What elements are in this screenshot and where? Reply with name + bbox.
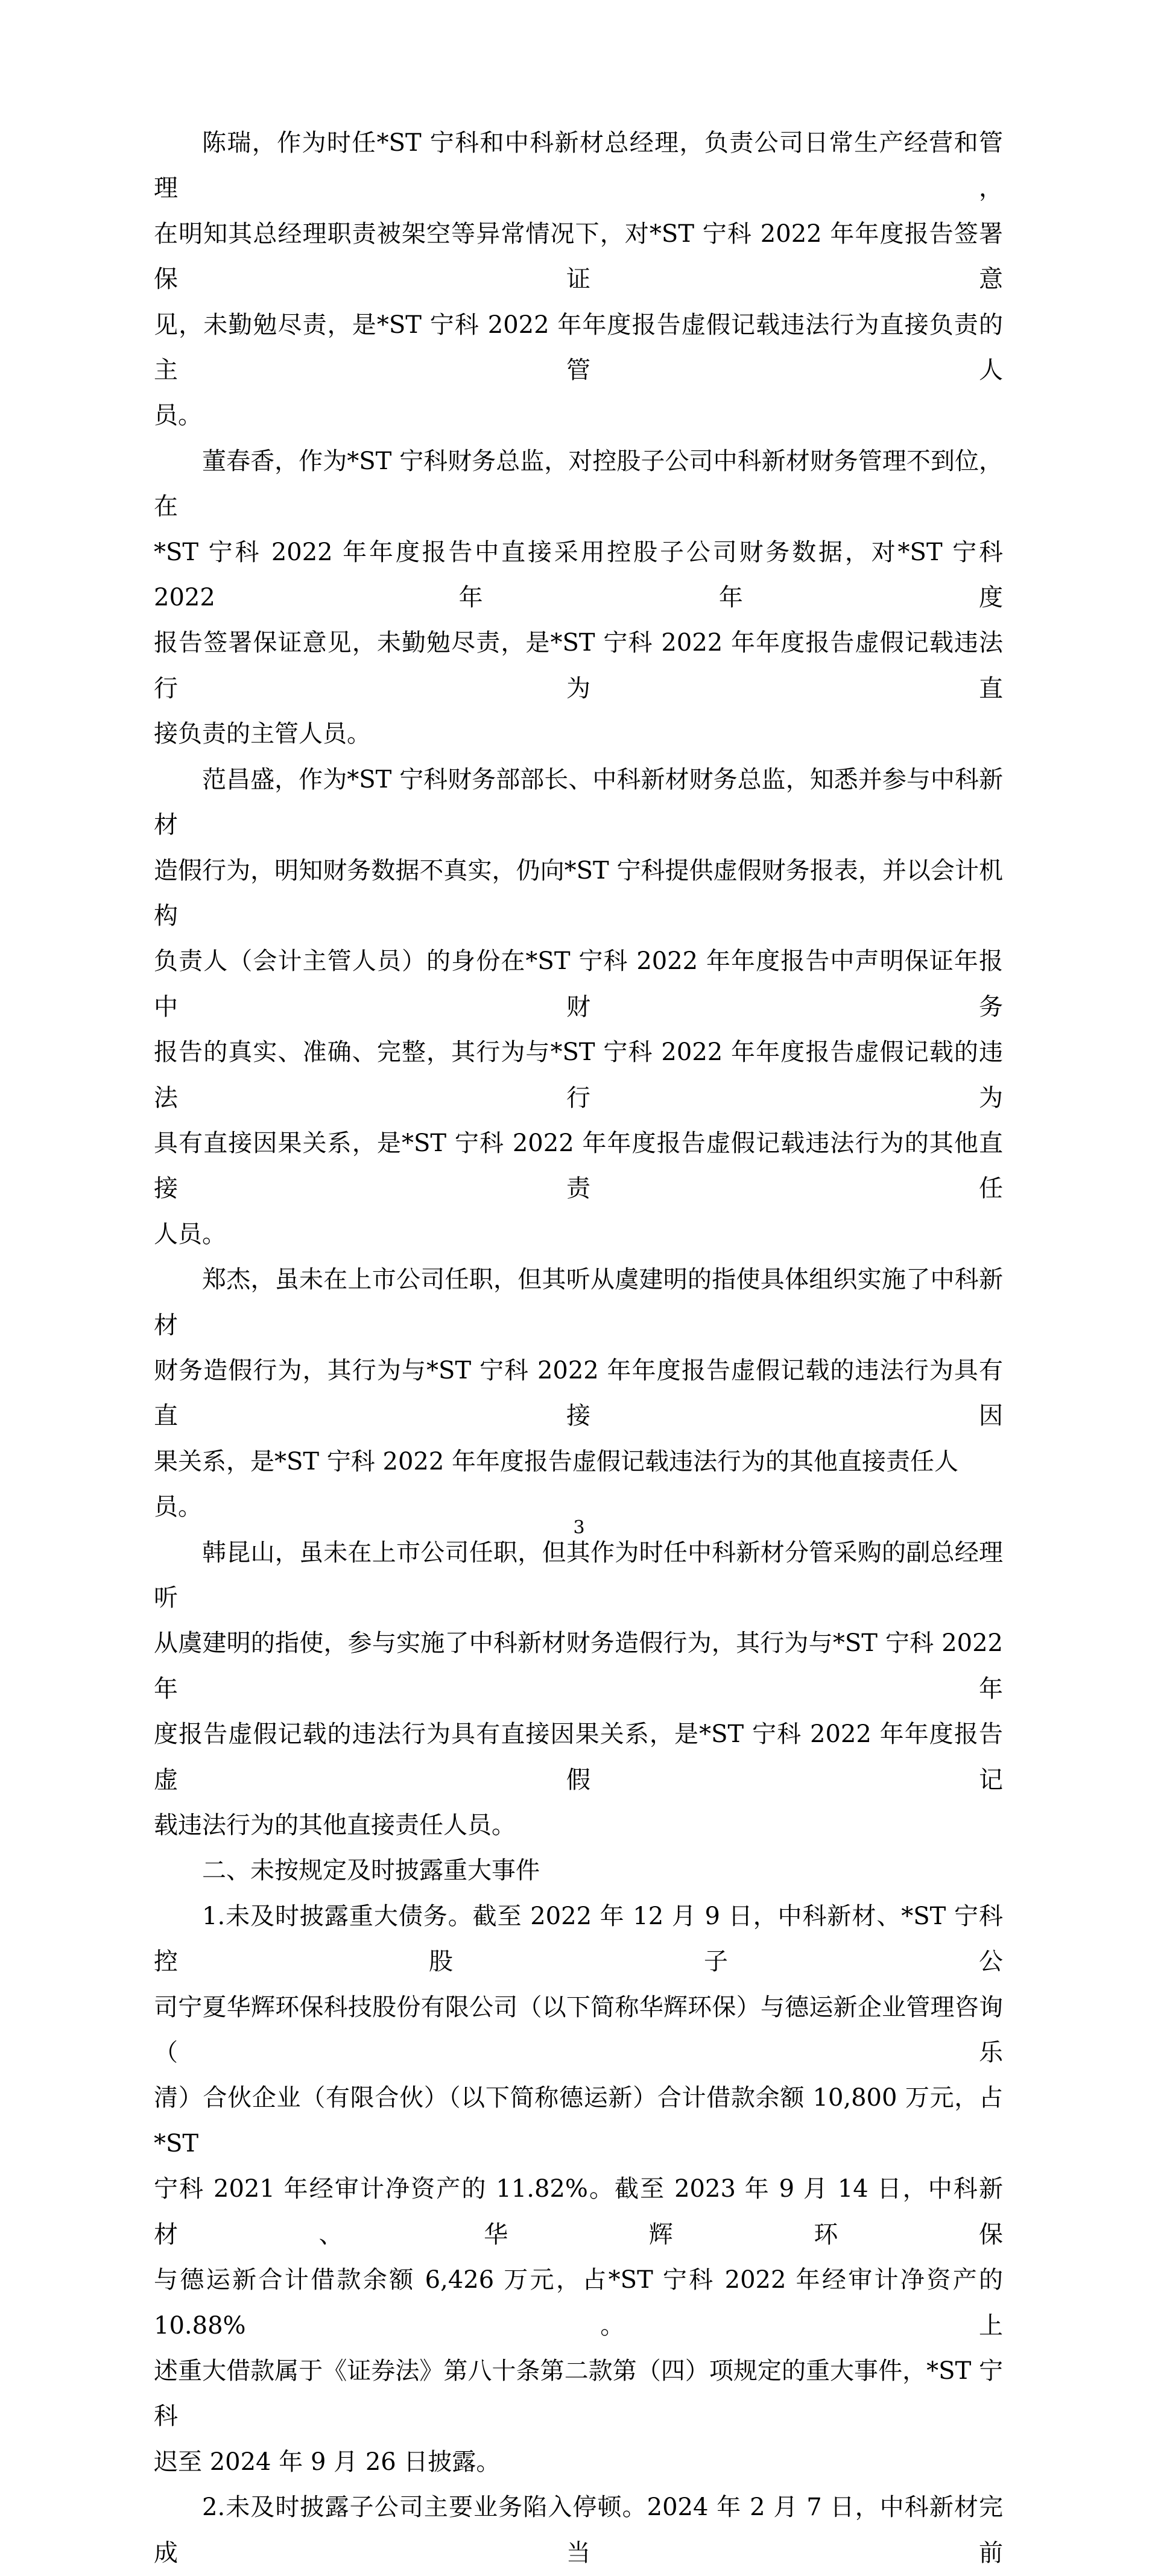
text-line: 宁科 2021 年经审计净资产的 11.82%。截至 2023 年 9 月 14 日，中科新材、华辉环保: [154, 2175, 1003, 2249]
text-line: 1.未及时披露重大债务。截至 2022 年 12 月 9 日，中科新材、*ST 宁科控股子公: [154, 1902, 1003, 1976]
text-line: *ST 宁科 2022 年年度报告中直接采用控股子公司财务数据，对*ST 宁科 2022 年年度: [154, 538, 1003, 612]
text-line: 在明知其总经理职责被架空等异常情况下，对*ST 宁科 2022 年年度报告签署保证意: [154, 219, 1003, 294]
text-line: 见，未勤勉尽责，是*ST 宁科 2022 年年度报告虚假记载违法行为直接负责的主管人: [154, 311, 1003, 385]
paragraph-liability-zheng-jie: [154, 1257, 1003, 1530]
text-line: 陈瑞，作为时任*ST 宁科和中科新材总经理，负责公司日常生产经营和管理，: [154, 129, 1003, 203]
paragraph-liability-han-kunshan: [154, 1530, 1003, 1849]
text-line: 述重大借款属于《证券法》第八十条第二款第（四）项规定的重大事件，*ST 宁科: [154, 2357, 1003, 2431]
text-line: 报告的真实、准确、完整，其行为与*ST 宁科 2022 年年度报告虚假记载的违法行为: [154, 1038, 1003, 1112]
text-line: 造假行为，明知财务数据不真实，仍向*ST 宁科提供虚假财务报表，并以会计机构: [154, 856, 1003, 930]
paragraph-liability-fan-changsheng: [154, 757, 1003, 1257]
text-line: 董春香，作为*ST 宁科财务总监，对控股子公司中科新材财务管理不到位，在: [154, 447, 1003, 521]
text-line: 司宁夏华辉环保科技股份有限公司（以下简称华辉环保）与德运新企业管理咨询（乐: [154, 1993, 1003, 2067]
text-line: 员。: [154, 402, 202, 430]
text-line: 财务造假行为，其行为与*ST 宁科 2022 年年度报告虚假记载的违法行为具有直接因: [154, 1356, 1003, 1430]
text-line: 迟至 2024 年 9 月 26 日披露。: [154, 2448, 501, 2476]
text-line: 范昌盛，作为*ST 宁科财务部部长、中科新材财务总监，知悉并参与中科新材: [154, 765, 1003, 839]
text-line: 清）合伙企业（有限合伙）（以下简称德运新）合计借款余额 10,800 万元，占*ST: [154, 2084, 1003, 2158]
section-heading-text: 二、未按规定及时披露重大事件: [202, 1857, 540, 1885]
page-number: 3: [573, 1517, 585, 1538]
text-line: 与德运新合计借款余额 6,426 万元，占*ST 宁科 2022 年经审计净资产的 10.88%。上: [154, 2266, 1003, 2340]
text-line: 韩昆山，虽未在上市公司任职，但其作为时任中科新材分管采购的副总经理听: [154, 1538, 1003, 1612]
section-heading-undisclosed-major-events: [154, 1848, 1003, 1893]
paragraph-item-1-major-debt: [154, 1894, 1003, 2485]
text-line: 果关系，是*ST 宁科 2022 年年度报告虚假记载违法行为的其他直接责任人员。: [154, 1447, 959, 1521]
text-line: 具有直接因果关系，是*ST 宁科 2022 年年度报告虚假记载违法行为的其他直接责任: [154, 1129, 1003, 1203]
paragraph-liability-chen-rui: [154, 121, 1003, 439]
text-line: 载违法行为的其他直接责任人员。: [154, 1811, 516, 1840]
text-line: 人员。: [154, 1220, 226, 1248]
text-line: 郑杰，虽未在上市公司任职，但其听从虞建明的指使具体组织实施了中科新材: [154, 1266, 1003, 1339]
paragraph-item-2-business-halt: [154, 2485, 1003, 2576]
text-line: 度报告虚假记载的违法行为具有直接因果关系，是*ST 宁科 2022 年年度报告虚假记: [154, 1720, 1003, 1794]
text-line: 报告签署保证意见，未勤勉尽责，是*ST 宁科 2022 年年度报告虚假记载违法行为直: [154, 629, 1003, 702]
text-line: 从虞建明的指使，参与实施了中科新材财务造假行为，其行为与*ST 宁科 2022 年年: [154, 1629, 1003, 1703]
text-line: 2.未及时披露子公司主要业务陷入停顿。2024 年 2 月 7 日，中科新材完成当前: [154, 2493, 1003, 2567]
document-body: [154, 121, 1003, 2576]
text-line: 接负责的主管人员。: [154, 720, 371, 748]
paragraph-liability-dong-chunxiang: [154, 439, 1003, 757]
text-line: 负责人（会计主管人员）的身份在*ST 宁科 2022 年年度报告中声明保证年报中财务: [154, 947, 1003, 1021]
